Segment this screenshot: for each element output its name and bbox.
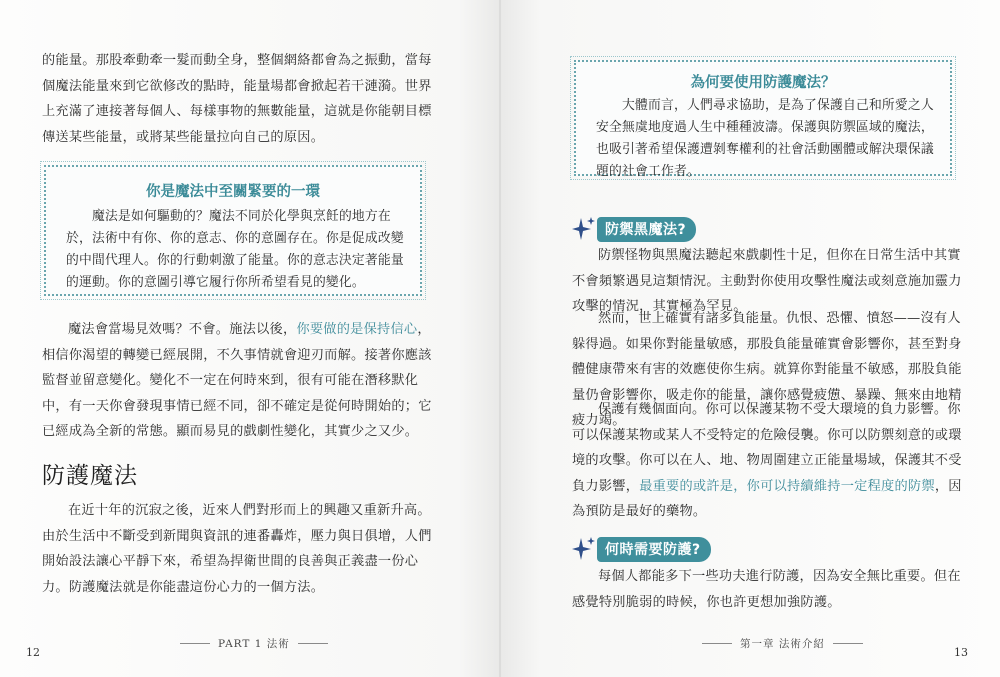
dark-magic-paragraph-2: 然而，世上確實有諸多負能量。仇恨、恐懼、憤怒——沒有人躲得過。如果你對能量敏感，那股負能量確實會影響你，甚至對身體健康帶來有害的效應使你生病。就算你對能量不敏感，那股負能量仍會影響你，吸走你的能量，讓你感覺疲憊、暴躁、無來由地精疲力竭。 [572, 311, 962, 428]
dark-magic-paragraph-3 [572, 397, 962, 525]
effect-text-start: 魔法會當場見效嗎？不會。施法以後， [68, 322, 297, 337]
dark-magic-paragraph-1: 防禦怪物與黑魔法聽起來戲劇性十足，但你在日常生活中其實不會頻繁遇見這類情況。主動對你使用攻擊性魔法或刻意施加靈力攻擊的情況，其實極為罕見。 [572, 248, 962, 314]
left-page-number: 12 [26, 646, 40, 659]
when-paragraph: 每個人都能多下一些功夫進行防護，因為安全無比重要。但在感覺特別脆弱的時候，你也許更想加強防護。 [572, 569, 961, 610]
aspects-text-end: ，因為預防是最好的藥物。 [572, 478, 962, 519]
box-text: 大體而言，人們尋求協助，是為了保護自己和所愛之人安全無虞地度過人生中種種波濤。保護與防禦區域的魔法，也吸引著希望保護遭剝奪權利的社會活動團體或解決環保議題的社會工作者。 [596, 98, 934, 179]
footer-rule [298, 643, 328, 644]
book-gutter [499, 0, 501, 677]
section-pill: 何時需要防護? [597, 537, 711, 562]
section-pill: 防禦黑魔法? [597, 217, 696, 242]
footer-rule [180, 643, 210, 644]
key-element-box [44, 165, 422, 296]
effect-paragraph [42, 317, 434, 445]
effect-text-end: ，相信你渴望的轉變已經展開，不久事情就會迎刃而解。接著你應該監督並留意變化。變化不一定在何時來到，很有可能在潛移默化中，有一天你會發現事情已經不同，卻不確定是從何時開始的；它已經成為全新的常態。顯而易見的戲劇性變化，其實少之又少。 [42, 322, 432, 439]
intro-paragraph: 的能量。那股牽動牽一髮而動全身，整個網絡都會為之振動，當每個魔法能量來到它欲修改的點時，能量場都會掀起若干漣漪。世界上充滿了連接著每個人、每樣事物的無數能量，這就是你能朝目標傳送某些能量，或將某些能量拉向自己的原因。 [42, 53, 432, 145]
section-heading: 防護魔法 [42, 463, 138, 489]
sparkle-icon [571, 216, 597, 242]
box-title: 你是魔法中至關緊要的一環 [146, 184, 320, 200]
left-footer-label: PART 1 法術 [218, 638, 290, 650]
section-dark-magic-header [571, 216, 696, 242]
why-protection-box [574, 60, 952, 179]
right-footer-label: 第一章 法術介紹 [740, 638, 825, 650]
right-page-number: 13 [954, 646, 968, 659]
effect-highlight: 你要做的是保持信心 [296, 322, 418, 337]
left-footer [172, 636, 336, 651]
footer-rule [833, 643, 863, 644]
box-title: 為何要使用防護魔法？ [690, 75, 836, 91]
box-text: 魔法是如何驅動的？魔法不同於化學與烹飪的地方在於，法術中有你、你的意志、你的意圖存在。你是促成改變的中間代理人。你的行動刺激了能量。你的意志決定著能量的運動。你的意圖引導它履行你所希望看見的變化。 [66, 209, 404, 290]
aspects-highlight: 最重要的或許是，你可以持續維持一定程度的防禦 [639, 478, 935, 494]
section-when-header [571, 536, 711, 562]
sparkle-icon [571, 536, 597, 562]
aspects-text-start: 保護有幾個面向。你可以保護某物不受大環境的負力影響。你可以保護某物或某人不受特定的危險侵襲。你可以防禦刻意的或環境的攻擊。你可以在人、地、物周圍建立正能量場域，保護其不受負力影響， [572, 402, 962, 494]
footer-rule [702, 643, 732, 644]
right-footer [694, 636, 871, 651]
protection-paragraph: 在近十年的沉寂之後，近來人們對形而上的興趣又重新升高。由於生活中不斷受到新聞與資訊的連番轟炸，壓力與日俱增，人們開始設法讓心平靜下來，希望為捍衛世間的良善與正義盡一份心力。防護魔法就是你能盡這份心力的一個方法。 [42, 503, 432, 595]
